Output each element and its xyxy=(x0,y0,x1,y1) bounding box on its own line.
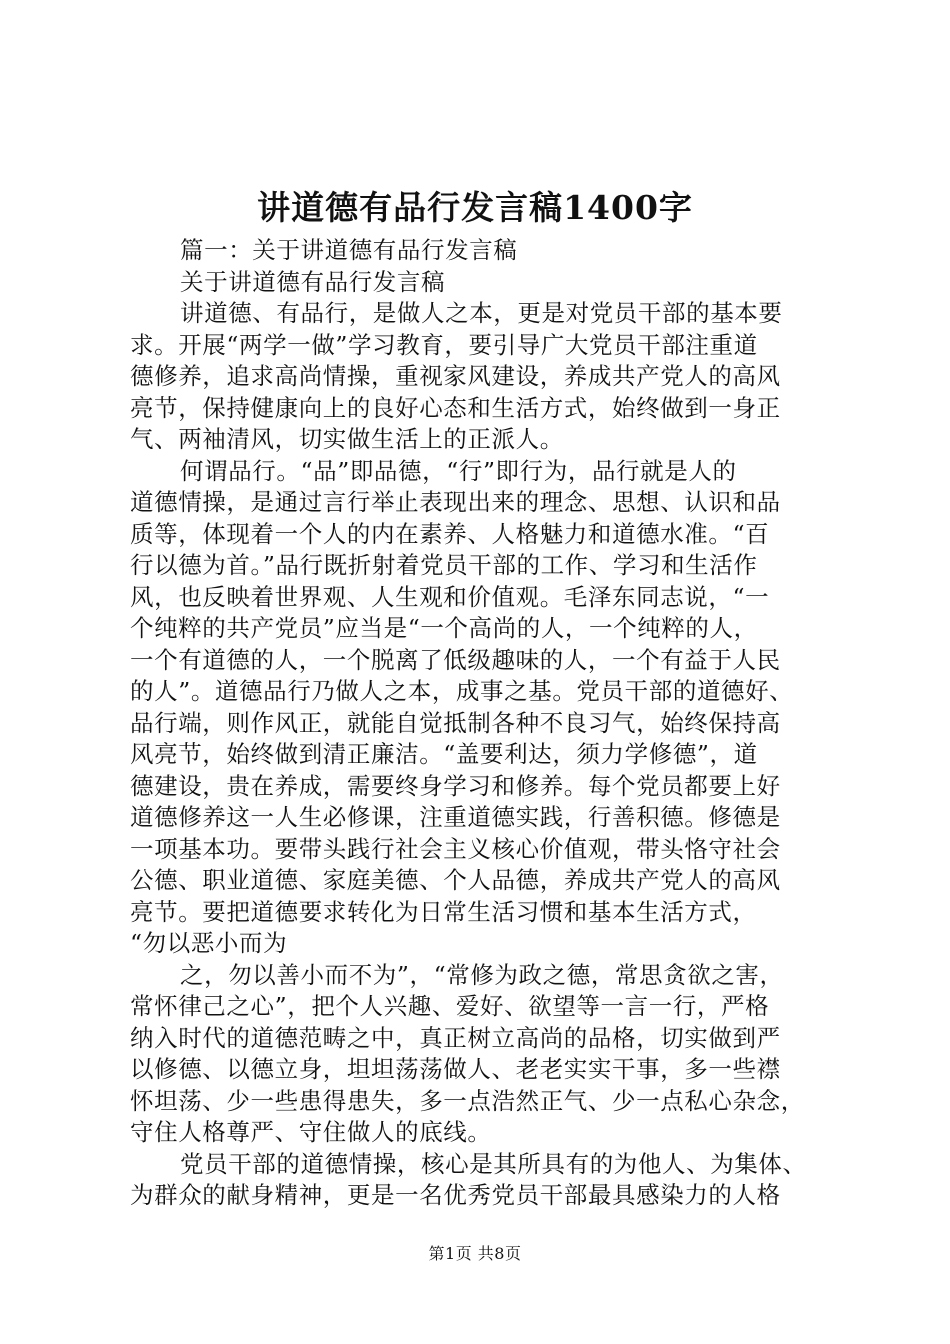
body-line: 求。开展“两学一做”学习教育，要引导广大党员干部注重道 xyxy=(130,330,758,359)
body-line: 风亮节，始终做到清正廉洁。“盖要利达，须力学修德”，道 xyxy=(130,740,758,768)
body-line: 德建设，贵在养成，需要终身学习和修养。每个党员都要上好 xyxy=(130,771,781,800)
body-line: 个纯粹的共产党员”应当是“一个高尚的人，一个纯粹的人， xyxy=(130,614,758,642)
body-line: 怀坦荡、少一些患得患失，多一点浩然正气、少一点私心杂念， xyxy=(130,1086,805,1115)
body-line: 品行端，则作风正，就能自觉抵制各种不良习气，始终保持高 xyxy=(130,708,781,737)
body-line: 气、两袖清风，切实做生活上的正派人。 xyxy=(130,425,564,453)
body-line: 关于讲道德有品行发言稿 xyxy=(180,267,446,296)
body-line: 党员干部的道德情操，核心是其所具有的为他人、为集体、 xyxy=(180,1149,807,1178)
body-line: 讲道德、有品行，是做人之本，更是对党员干部的基本要 xyxy=(180,299,783,327)
body-line: 道德情操，是通过言行举止表现出来的理念、思想、认识和品 xyxy=(130,488,781,516)
body-line: “勿以恶小而为 xyxy=(130,929,288,957)
page-footer: 第1页 共8页 xyxy=(428,1244,522,1263)
body-line: 的人”。道德品行乃做人之本，成事之基。党员干部的道德好、 xyxy=(130,677,794,705)
body-line: 一个有道德的人，一个脱离了低级趣味的人，一个有益于人民 xyxy=(130,645,781,674)
body-line: 篇一：关于讲道德有品行发言稿 xyxy=(180,236,518,264)
document-title: 讲道德有品行发言稿1400字 xyxy=(257,188,693,227)
body-line: 德修养，追求高尚情操，重视家风建设，养成共产党人的高风 xyxy=(130,362,781,390)
body-line: 以修德、以德立身，坦坦荡荡做人、老老实实干事，多一些襟 xyxy=(130,1055,781,1083)
body-line: 守住人格尊严、守住做人的底线。 xyxy=(130,1118,492,1146)
body-line: 亮节。要把道德要求转化为日常生活习惯和基本生活方式， xyxy=(130,897,757,926)
body-line: 行以德为首。”品行既折射着党员干部的工作、学习和生活作 xyxy=(130,551,758,579)
body-line: 纳入时代的道德范畴之中，真正树立高尚的品格，切实做到严 xyxy=(130,1023,781,1052)
body-line: 质等，体现着一个人的内在素养、人格魅力和道德水准。“百 xyxy=(130,519,770,548)
document-body xyxy=(130,235,835,1212)
body-line: 常怀律己之心”，把个人兴趣、爱好、欲望等一言一行，严格 xyxy=(130,992,770,1020)
body-line: 风，也反映着世界观、人生观和价值观。毛泽东同志说，“一 xyxy=(130,582,770,611)
body-line: 之，勿以善小而不为”，“常修为政之德，常思贪欲之害， xyxy=(180,960,784,989)
body-line: 亮节，保持健康向上的良好心态和生活方式，始终做到一身正 xyxy=(130,393,781,422)
body-line: 道德修养这一人生必修课，注重道德实践，行善积德。修德是 xyxy=(130,803,781,831)
body-line: 公德、职业道德、家庭美德、个人品德，养成共产党人的高风 xyxy=(130,866,781,894)
body-line: 一项基本功。要带头践行社会主义核心价值观，带头恪守社会 xyxy=(130,834,781,863)
body-line: 何谓品行。“品”即品德，“行”即行为，品行就是人的 xyxy=(180,456,737,485)
body-line: 为群众的献身精神，更是一名优秀党员干部最具感染力的人格 xyxy=(130,1181,781,1209)
